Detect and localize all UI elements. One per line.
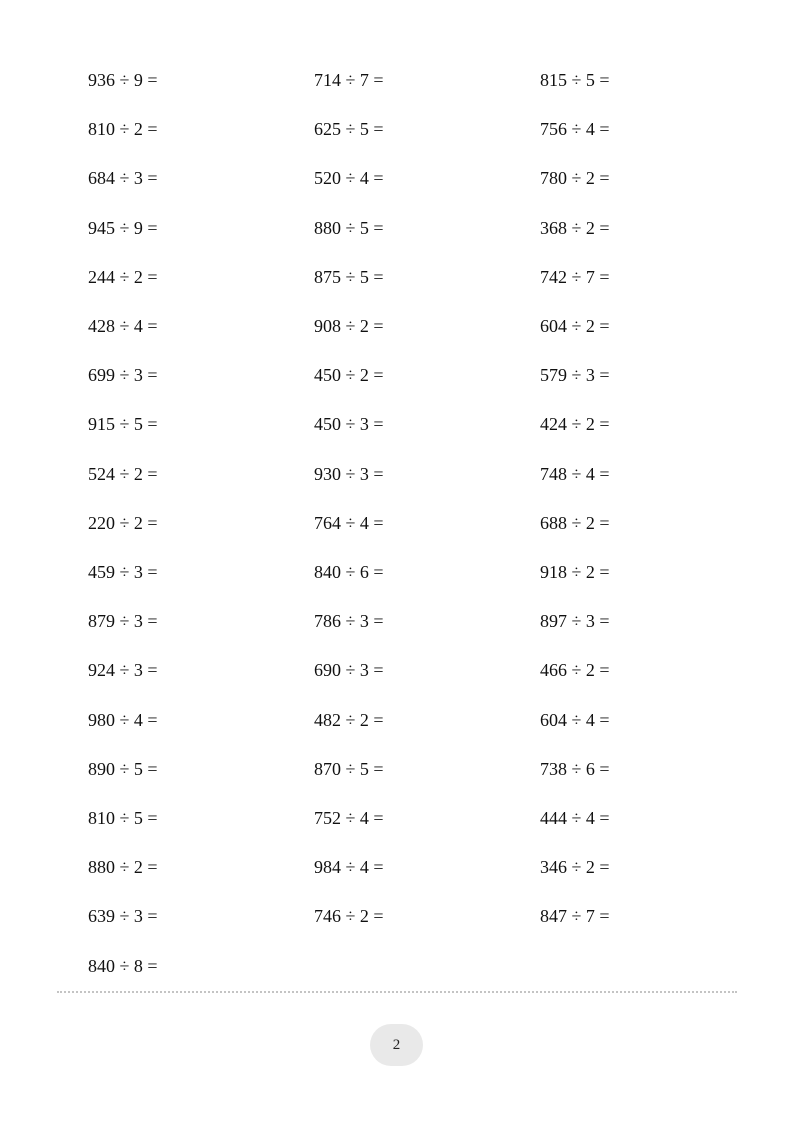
division-problem: 945 ÷ 9 = bbox=[88, 218, 158, 238]
division-problem: 984 ÷ 4 = bbox=[314, 857, 384, 877]
division-problem: 684 ÷ 3 = bbox=[88, 168, 158, 188]
division-problem: 450 ÷ 3 = bbox=[314, 414, 384, 434]
division-problem: 346 ÷ 2 = bbox=[540, 857, 610, 877]
division-problem: 450 ÷ 2 = bbox=[314, 365, 384, 385]
division-problem: 428 ÷ 4 = bbox=[88, 316, 158, 336]
division-problem: 604 ÷ 2 = bbox=[540, 316, 610, 336]
division-problem: 520 ÷ 4 = bbox=[314, 168, 384, 188]
division-problem: 880 ÷ 2 = bbox=[88, 857, 158, 877]
division-problem: 786 ÷ 3 = bbox=[314, 611, 384, 631]
dotted-divider bbox=[57, 991, 737, 993]
division-problem: 930 ÷ 3 = bbox=[314, 464, 384, 484]
division-problem: 890 ÷ 5 = bbox=[88, 759, 158, 779]
division-problem: 220 ÷ 2 = bbox=[88, 513, 158, 533]
division-problem: 699 ÷ 3 = bbox=[88, 365, 158, 385]
division-problem: 714 ÷ 7 = bbox=[314, 70, 384, 90]
division-problem: 688 ÷ 2 = bbox=[540, 513, 610, 533]
division-problem: 368 ÷ 2 = bbox=[540, 218, 610, 238]
division-problem: 810 ÷ 2 = bbox=[88, 119, 158, 139]
division-problem: 444 ÷ 4 = bbox=[540, 808, 610, 828]
division-problem: 424 ÷ 2 = bbox=[540, 414, 610, 434]
division-problem: 244 ÷ 2 = bbox=[88, 267, 158, 287]
division-problem: 738 ÷ 6 = bbox=[540, 759, 610, 779]
division-problem: 880 ÷ 5 = bbox=[314, 218, 384, 238]
division-problem: 915 ÷ 5 = bbox=[88, 414, 158, 434]
division-problem: 604 ÷ 4 = bbox=[540, 710, 610, 730]
division-problem: 870 ÷ 5 = bbox=[314, 759, 384, 779]
division-problem: 810 ÷ 5 = bbox=[88, 808, 158, 828]
division-problem: 879 ÷ 3 = bbox=[88, 611, 158, 631]
division-problem: 746 ÷ 2 = bbox=[314, 906, 384, 926]
division-problem: 579 ÷ 3 = bbox=[540, 365, 610, 385]
division-problem: 840 ÷ 8 = bbox=[88, 956, 158, 976]
division-problem: 924 ÷ 3 = bbox=[88, 660, 158, 680]
division-problem: 780 ÷ 2 = bbox=[540, 168, 610, 188]
division-problem: 847 ÷ 7 = bbox=[540, 906, 610, 926]
division-problem: 742 ÷ 7 = bbox=[540, 267, 610, 287]
division-problem: 764 ÷ 4 = bbox=[314, 513, 384, 533]
division-problem: 756 ÷ 4 = bbox=[540, 119, 610, 139]
division-problem: 815 ÷ 5 = bbox=[540, 70, 610, 90]
division-problem: 690 ÷ 3 = bbox=[314, 660, 384, 680]
division-problem: 936 ÷ 9 = bbox=[88, 70, 158, 90]
division-problem: 980 ÷ 4 = bbox=[88, 710, 158, 730]
division-problem: 875 ÷ 5 = bbox=[314, 267, 384, 287]
division-problem: 908 ÷ 2 = bbox=[314, 316, 384, 336]
division-problem: 625 ÷ 5 = bbox=[314, 119, 384, 139]
division-problem: 752 ÷ 4 = bbox=[314, 808, 384, 828]
division-problem: 918 ÷ 2 = bbox=[540, 562, 610, 582]
division-problem: 897 ÷ 3 = bbox=[540, 611, 610, 631]
division-problem: 748 ÷ 4 = bbox=[540, 464, 610, 484]
division-problem: 524 ÷ 2 = bbox=[88, 464, 158, 484]
page-number: 2 bbox=[392, 1036, 401, 1053]
page-number-badge bbox=[370, 1024, 423, 1066]
division-problem: 459 ÷ 3 = bbox=[88, 562, 158, 582]
division-problem: 639 ÷ 3 = bbox=[88, 906, 158, 926]
division-problem: 840 ÷ 6 = bbox=[314, 562, 384, 582]
division-problem: 466 ÷ 2 = bbox=[540, 660, 610, 680]
division-problem: 482 ÷ 2 = bbox=[314, 710, 384, 730]
